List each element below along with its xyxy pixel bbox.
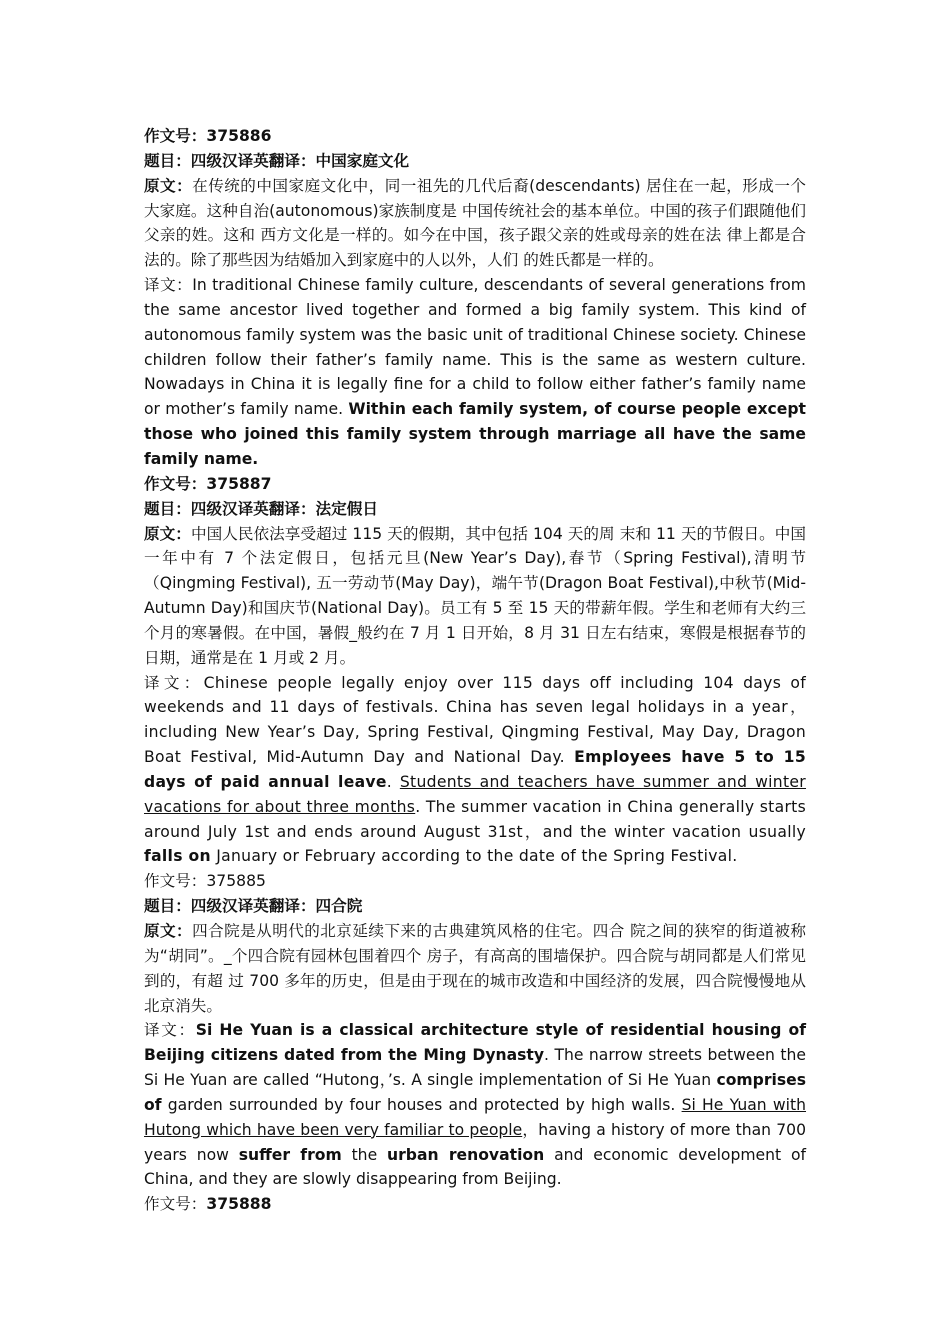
translation-text: 译文：Chinese people legally enjoy over 115 days off including 104 days of weekends and 11 days of festivals. China has seven legal holidays in a year，including New Year’s Day, Spring Festival, Qingming Festival, May Day, Dragon Boat Festival, Mid-Autumn Day and National Day. Employees have 5 to 15 days of paid annual leave. Students and teachers have summer and winter vacations for about three months. The summer vacation in China generally starts around July 1st and ends around August 31st，and the winter vacation usually falls on January or February according to the date of the Spring Festival. bbox=[144, 673, 807, 866]
essay-id: 作文号：375886 bbox=[144, 127, 272, 145]
document-page bbox=[144, 124, 806, 1217]
translation-text: 译文：In traditional Chinese family culture, descendants of several generations from the same ancestor lived together and formed a big family system. This kind of autonomous family system was the basic unit of traditional Chinese society. Chinese children follow their father’s family name. This is the same as western culture. Nowadays in China it is legally fine for a child to follow either father’s family name or mother’s family name. Within each family system, of course people except those who joined this family system through marriage all have the same family name. bbox=[144, 276, 806, 468]
original-text: 原文：在传统的中国家庭文化中，同一祖先的几代后裔(descendants) 居住在一起，形成一个大家庭。这种自治(autonomous)家族制度是 中国传统社会的基本单位。中国的孩子们跟随他们父亲的姓。这和 西方文化是一样的。如今在中国，孩子跟父亲的姓或母亲的姓在法 律上都是合法的。除了那些因为结婚加入到家庭中的人以外，人们 的姓氏都是一样的。 bbox=[144, 176, 806, 270]
original-text: 原文：中国人民依法享受超过 115 天的假期，其中包括 104 天的周 末和 11 天的节假日。中国一年中有 7 个法定假日，包括元旦(New Year’s Day),春节（Spring Festival),清明节（Qingming Festival), 五一劳动节(May Day)，端午节(Dragon Boat Festival),中秋节(Mid- Autumn Day)和国庆节(National Day)。员工有 5 至 15 天的带薪年假。学生和老师有大约三个月的寒暑假。在中国，暑假_般约在 7 月 1 日开始，8 月 31 日左右结束，寒假是根据春节的日期，通常是在 1 月或 2 月。 bbox=[144, 524, 806, 667]
essay-title: 题目：四级汉译英翻译：四合院 bbox=[144, 897, 363, 916]
essay-title: 题目：四级汉译英翻译：中国家庭文化 bbox=[144, 151, 410, 170]
essay-id: 作文号：375887 bbox=[144, 474, 272, 493]
translation-text: 译文：Si He Yuan is a classical architecture style of residential housing of Beijing citizens dated from the Ming Dynasty. The narrow streets between the Si He Yuan are called “Hutong，’s. A single implementation of Si He Yuan comprises of garden surrounded by four houses and protected by high walls. Si He Yuan with Hutong which have been very familiar to people，having a history of more than 700 years now suffer from the urban renovation and economic development of China, and they are slowly disappearing from Beijing. bbox=[144, 1021, 807, 1189]
original-text: 原文：四合院是从明代的北京延续下来的古典建筑风格的住宅。四合 院之间的狭窄的街道被称为“胡同”。_个四合院有园林包围着四个 房子，有高高的围墙保护。四合院与胡同都是人们常见到的，有超 过 700 多年的历史，但是由于现在的城市改造和中国经济的发展，四合院慢慢地从北京消失。 bbox=[144, 922, 806, 1015]
essay-title: 题目：四级汉译英翻译：法定假日 bbox=[144, 499, 378, 518]
essay-id: 作文号：375888 bbox=[144, 1195, 272, 1214]
essay-id: 作文号：375885 bbox=[144, 872, 266, 891]
